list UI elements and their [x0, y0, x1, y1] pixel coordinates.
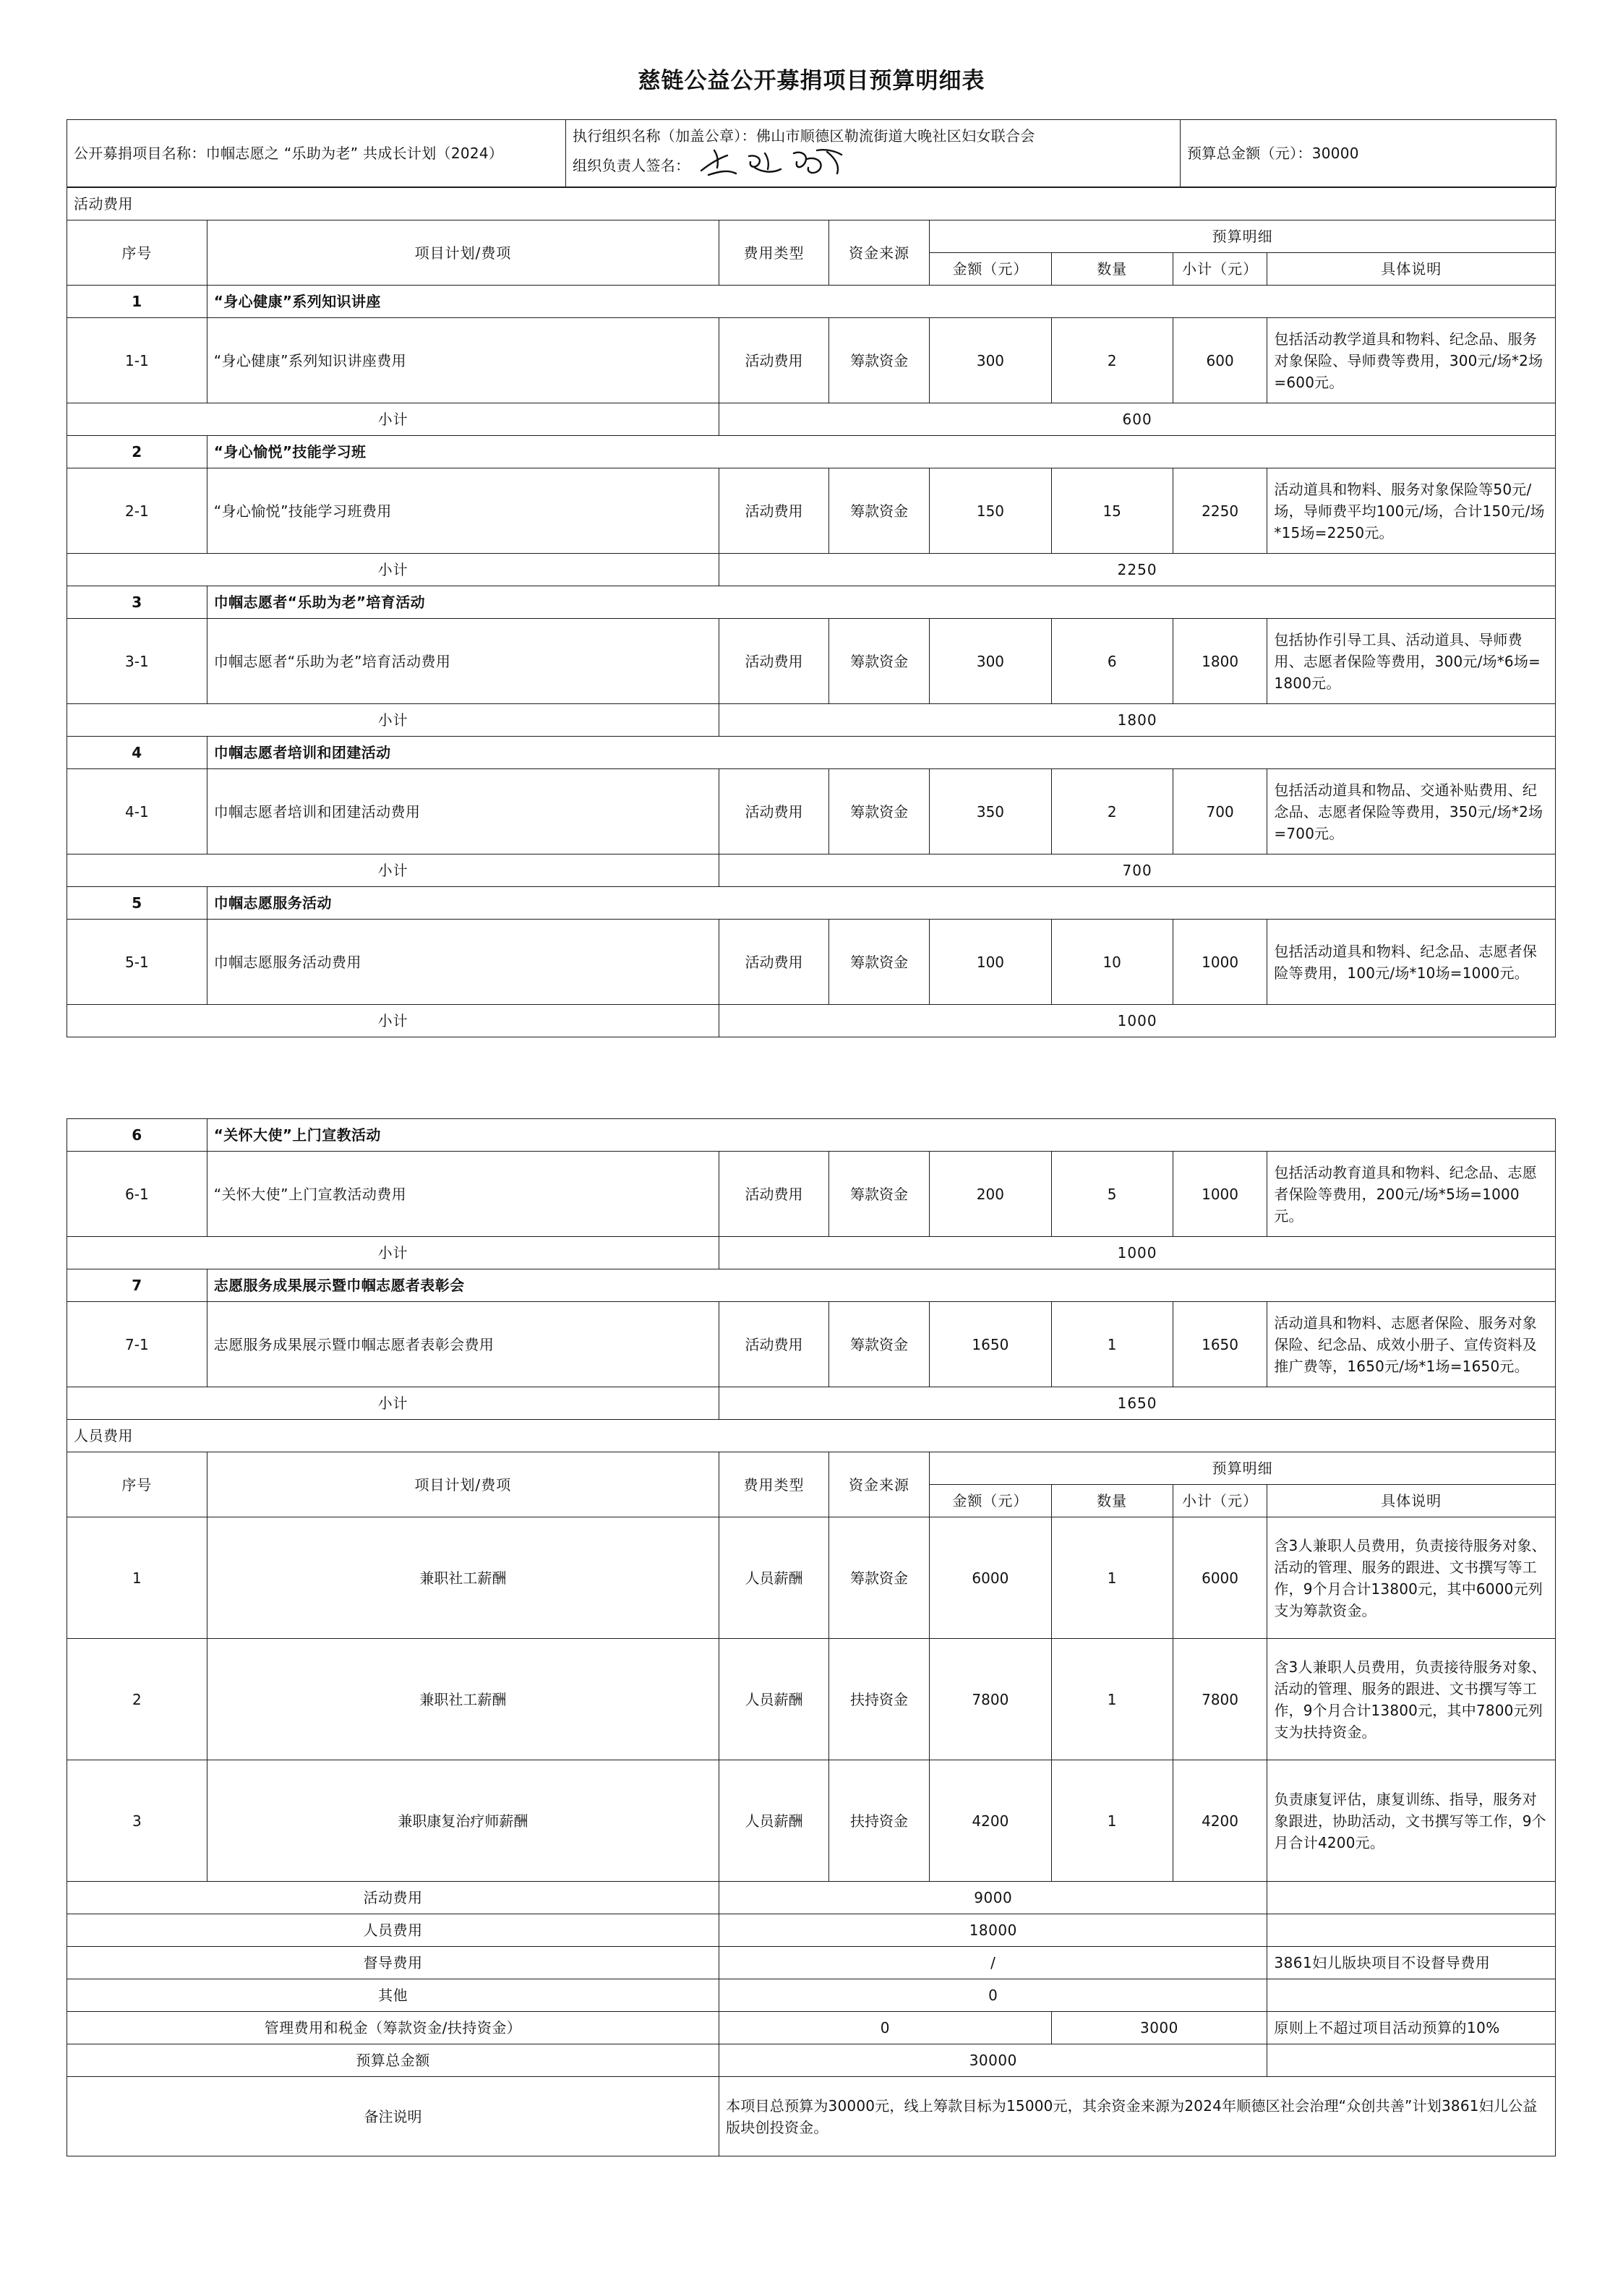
budget-item-row: [67, 318, 1556, 403]
item-subtotal: 1800: [1173, 619, 1267, 704]
summary-value: 30000: [719, 2044, 1267, 2077]
personnel-fee-type: 人员薪酬: [719, 1639, 829, 1760]
summary-note: [1267, 1882, 1556, 1914]
item-sequence: 3-1: [67, 619, 207, 704]
item-amount: 100: [930, 920, 1051, 1005]
group-title: 巾帼志愿者培训和团建活动: [207, 737, 1555, 769]
summary-note: 原则上不超过项目活动预算的10%: [1267, 2012, 1556, 2044]
subtotal-label: 小计: [67, 854, 719, 887]
group-subtotal-row: [67, 854, 1556, 887]
note-label: 备注说明: [67, 2077, 719, 2156]
group-title: 志愿服务成果展示暨巾帼志愿者表彰会: [207, 1269, 1555, 1302]
item-name: “身心愉悦”技能学习班费用: [207, 468, 719, 554]
personnel-fee-type: 人员薪酬: [719, 1517, 829, 1639]
item-amount: 300: [930, 318, 1051, 403]
budget-item-row: [67, 1152, 1556, 1237]
personnel-fund-source: 扶持资金: [828, 1760, 929, 1882]
note-text: 本项目总预算为30000元，线上筹款目标为15000元，其余资金来源为2024年顺德区社会治理“众创共善”计划3861妇儿公益版块创投资金。: [719, 2077, 1556, 2156]
summary-value: 18000: [719, 1914, 1267, 1947]
item-sequence: 7-1: [67, 1302, 207, 1387]
personnel-description: 含3人兼职人员费用，负责接待服务对象、活动的管理、服务的跟进、文书撰写等工作，9个月合计13800元，其中7800元列支为扶持资金。: [1267, 1639, 1556, 1760]
item-fund-source: 筹款资金: [828, 1302, 929, 1387]
group-subtotal-row: [67, 1005, 1556, 1037]
signature-row: [573, 150, 1173, 181]
summary-value: /: [719, 1947, 1267, 1979]
column-header-row-1: [67, 1452, 1556, 1485]
item-description: 包括活动教学道具和物料、纪念品、服务对象保险、导师费等费用，300元/场*2场=600元。: [1267, 318, 1556, 403]
group-header-row: [67, 286, 1556, 318]
summary-note: [1267, 2044, 1556, 2077]
summary-label: 活动费用: [67, 1882, 719, 1914]
item-amount: 350: [930, 769, 1051, 854]
item-amount: 150: [930, 468, 1051, 554]
personnel-sequence: 3: [67, 1760, 207, 1882]
column-header-amount: 金额（元）: [930, 253, 1051, 286]
note-row: [67, 2077, 1556, 2156]
summary-label: 预算总金额: [67, 2044, 719, 2077]
subtotal-label: 小计: [67, 704, 719, 737]
personnel-amount: 4200: [930, 1760, 1051, 1882]
column-header-plan: 项目计划/费项: [207, 1452, 719, 1517]
summary-note: [1267, 1979, 1556, 2012]
subtotal-label: 小计: [67, 1237, 719, 1269]
item-name: 志愿服务成果展示暨巾帼志愿者表彰会费用: [207, 1302, 719, 1387]
group-number: 5: [67, 887, 207, 920]
column-header-seq: 序号: [67, 1452, 207, 1517]
group-number: 2: [67, 436, 207, 468]
item-quantity: 5: [1051, 1152, 1173, 1237]
item-sequence: 5-1: [67, 920, 207, 1005]
personnel-description: 含3人兼职人员费用，负责接待服务对象、活动的管理、服务的跟进、文书撰写等工作，9个月合计13800元，其中6000元列支为筹款资金。: [1267, 1517, 1556, 1639]
item-quantity: 6: [1051, 619, 1173, 704]
summary-value-primary: 0: [719, 2012, 1051, 2044]
subtotal-value: 1650: [719, 1387, 1556, 1420]
item-quantity: 15: [1051, 468, 1173, 554]
personnel-item-row: [67, 1639, 1556, 1760]
budget-item-row: [67, 920, 1556, 1005]
personnel-quantity: 1: [1051, 1639, 1173, 1760]
group-number: 3: [67, 586, 207, 619]
subtotal-label: 小计: [67, 1387, 719, 1420]
column-header-fund-source: 资金来源: [828, 220, 929, 286]
item-quantity: 10: [1051, 920, 1173, 1005]
personnel-amount: 7800: [930, 1639, 1051, 1760]
summary-row: [67, 1979, 1556, 2012]
personnel-subtotal: 7800: [1173, 1639, 1267, 1760]
summary-value-secondary: 3000: [1051, 2012, 1267, 2044]
column-header-subtotal: 小计（元）: [1173, 253, 1267, 286]
executing-org-label: 执行组织名称（加盖公章）：佛山市顺德区勒流街道大晚社区妇女联合会: [573, 127, 1035, 145]
item-name: 巾帼志愿服务活动费用: [207, 920, 719, 1005]
item-fee-type: 活动费用: [719, 920, 829, 1005]
group-title: 巾帼志愿服务活动: [207, 887, 1555, 920]
section-label-row: [67, 188, 1556, 220]
item-name: 巾帼志愿者培训和团建活动费用: [207, 769, 719, 854]
item-fee-type: 活动费用: [719, 1302, 829, 1387]
document-meta-table: [67, 119, 1556, 187]
item-subtotal: 1650: [1173, 1302, 1267, 1387]
group-header-row: [67, 586, 1556, 619]
item-name: 巾帼志愿者“乐助为老”培育活动费用: [207, 619, 719, 704]
column-header-row-1: [67, 220, 1556, 253]
personnel-quantity: 1: [1051, 1517, 1173, 1639]
item-name: “身心健康”系列知识讲座费用: [207, 318, 719, 403]
handwritten-signature-icon: [693, 146, 859, 185]
group-number: 1: [67, 286, 207, 318]
personnel-item-row: [67, 1760, 1556, 1882]
subtotal-label: 小计: [67, 1005, 719, 1037]
item-amount: 200: [930, 1152, 1051, 1237]
item-fund-source: 筹款资金: [828, 619, 929, 704]
column-header-budget-detail: 预算明细: [930, 220, 1556, 253]
budget-table-part2: [67, 1118, 1556, 2156]
item-description: 包括活动教育道具和物料、纪念品、志愿者保险等费用，200元/场*5场=1000元。: [1267, 1152, 1556, 1237]
personnel-fund-source: 扶持资金: [828, 1639, 929, 1760]
item-subtotal: 2250: [1173, 468, 1267, 554]
group-number: 6: [67, 1119, 207, 1152]
summary-note: [1267, 1914, 1556, 1947]
column-header-fund-source: 资金来源: [828, 1452, 929, 1517]
signature-label: 组织负责人签名：: [573, 157, 690, 174]
subtotal-value: 2250: [719, 554, 1556, 586]
item-fee-type: 活动费用: [719, 318, 829, 403]
personnel-subtotal: 6000: [1173, 1517, 1267, 1639]
column-header-amount: 金额（元）: [930, 1485, 1051, 1517]
column-header-budget-detail: 预算明细: [930, 1452, 1556, 1485]
group-title: “身心愉悦”技能学习班: [207, 436, 1555, 468]
summary-value: 9000: [719, 1882, 1267, 1914]
group-header-row: [67, 1269, 1556, 1302]
personnel-sequence: 2: [67, 1639, 207, 1760]
item-fund-source: 筹款资金: [828, 769, 929, 854]
subtotal-value: 1000: [719, 1237, 1556, 1269]
summary-row: [67, 2012, 1556, 2044]
group-subtotal-row: [67, 704, 1556, 737]
item-subtotal: 600: [1173, 318, 1267, 403]
project-name-cell: 公开募捐项目名称：巾帼志愿之 “乐助为老” 共成长计划（2024）: [67, 120, 566, 187]
personnel-amount: 6000: [930, 1517, 1051, 1639]
budget-item-row: [67, 468, 1556, 554]
group-subtotal-row: [67, 1387, 1556, 1420]
personnel-name: 兼职康复治疗师薪酬: [207, 1760, 719, 1882]
group-subtotal-row: [67, 403, 1556, 436]
subtotal-label: 小计: [67, 403, 719, 436]
meta-row: [67, 120, 1556, 187]
section-label-row: [67, 1420, 1556, 1452]
personnel-name: 兼职社工薪酬: [207, 1517, 719, 1639]
total-budget-cell: 预算总金额（元）：30000: [1181, 120, 1556, 187]
budget-item-row: [67, 769, 1556, 854]
column-header-subtotal: 小计（元）: [1173, 1485, 1267, 1517]
item-amount: 1650: [930, 1302, 1051, 1387]
summary-note: 3861妇儿版块项目不设督导费用: [1267, 1947, 1556, 1979]
section-label-activity: 活动费用: [67, 188, 1556, 220]
subtotal-value: 700: [719, 854, 1556, 887]
personnel-fund-source: 筹款资金: [828, 1517, 929, 1639]
item-quantity: 2: [1051, 769, 1173, 854]
activity-budget-table-part1: [67, 187, 1556, 1037]
summary-label: 人员费用: [67, 1914, 719, 1947]
item-name: “关怀大使”上门宣教活动费用: [207, 1152, 719, 1237]
column-header-fee-type: 费用类型: [719, 220, 829, 286]
item-quantity: 2: [1051, 318, 1173, 403]
summary-label: 管理费用和税金（筹款资金/扶持资金）: [67, 2012, 719, 2044]
group-subtotal-row: [67, 1237, 1556, 1269]
column-header-plan: 项目计划/费项: [207, 220, 719, 286]
page-break-gap: [67, 1037, 1556, 1118]
item-fee-type: 活动费用: [719, 769, 829, 854]
column-header-fee-type: 费用类型: [719, 1452, 829, 1517]
personnel-subtotal: 4200: [1173, 1760, 1267, 1882]
group-title: 巾帼志愿者“乐助为老”培育活动: [207, 586, 1555, 619]
personnel-item-row: [67, 1517, 1556, 1639]
item-description: 活动道具和物料、志愿者保险、服务对象保险、纪念品、成效小册子、宣传资料及推广费等，1650元/场*1场=1650元。: [1267, 1302, 1556, 1387]
item-fund-source: 筹款资金: [828, 920, 929, 1005]
group-title: “关怀大使”上门宣教活动: [207, 1119, 1555, 1152]
group-number: 4: [67, 737, 207, 769]
column-header-seq: 序号: [67, 220, 207, 286]
group-number: 7: [67, 1269, 207, 1302]
summary-label: 其他: [67, 1979, 719, 2012]
item-fee-type: 活动费用: [719, 1152, 829, 1237]
summary-row: [67, 2044, 1556, 2077]
item-amount: 300: [930, 619, 1051, 704]
summary-row: [67, 1947, 1556, 1979]
item-fund-source: 筹款资金: [828, 318, 929, 403]
summary-label: 督导费用: [67, 1947, 719, 1979]
group-header-row: [67, 1119, 1556, 1152]
item-fund-source: 筹款资金: [828, 468, 929, 554]
summary-row: [67, 1914, 1556, 1947]
item-fee-type: 活动费用: [719, 468, 829, 554]
column-header-description: 具体说明: [1267, 253, 1556, 286]
item-sequence: 2-1: [67, 468, 207, 554]
item-subtotal: 1000: [1173, 920, 1267, 1005]
summary-row: [67, 1882, 1556, 1914]
page-title: 慈链公益公开募捐项目预算明细表: [638, 68, 985, 94]
item-fee-type: 活动费用: [719, 619, 829, 704]
item-subtotal: 1000: [1173, 1152, 1267, 1237]
item-description: 包括活动道具和物料、纪念品、志愿者保险等费用，100元/场*10场=1000元。: [1267, 920, 1556, 1005]
item-description: 活动道具和物料、服务对象保险等50元/场，导师费平均100元/场，合计150元/场*15场=2250元。: [1267, 468, 1556, 554]
personnel-fee-type: 人员薪酬: [719, 1760, 829, 1882]
group-header-row: [67, 436, 1556, 468]
executing-org-cell: [566, 120, 1181, 187]
item-description: 包括协作引导工具、活动道具、导师费用、志愿者保险等费用，300元/场*6场=1800元。: [1267, 619, 1556, 704]
personnel-quantity: 1: [1051, 1760, 1173, 1882]
column-header-quantity: 数量: [1051, 253, 1173, 286]
item-sequence: 6-1: [67, 1152, 207, 1237]
item-quantity: 1: [1051, 1302, 1173, 1387]
section-label-personnel: 人员费用: [67, 1420, 1556, 1452]
group-header-row: [67, 737, 1556, 769]
summary-value: 0: [719, 1979, 1267, 2012]
budget-item-row: [67, 619, 1556, 704]
column-header-description: 具体说明: [1267, 1485, 1556, 1517]
personnel-description: 负责康复评估，康复训练、指导，服务对象跟进，协助活动，文书撰写等工作，9个月合计4200元。: [1267, 1760, 1556, 1882]
item-description: 包括活动道具和物品、交通补贴费用、纪念品、志愿者保险等费用，350元/场*2场=700元。: [1267, 769, 1556, 854]
subtotal-value: 600: [719, 403, 1556, 436]
subtotal-label: 小计: [67, 554, 719, 586]
budget-item-row: [67, 1302, 1556, 1387]
group-header-row: [67, 887, 1556, 920]
personnel-sequence: 1: [67, 1517, 207, 1639]
item-fund-source: 筹款资金: [828, 1152, 929, 1237]
group-subtotal-row: [67, 554, 1556, 586]
subtotal-value: 1000: [719, 1005, 1556, 1037]
subtotal-value: 1800: [719, 704, 1556, 737]
column-header-quantity: 数量: [1051, 1485, 1173, 1517]
personnel-name: 兼职社工薪酬: [207, 1639, 719, 1760]
item-sequence: 4-1: [67, 769, 207, 854]
item-sequence: 1-1: [67, 318, 207, 403]
group-title: “身心健康”系列知识讲座: [207, 286, 1555, 318]
item-subtotal: 700: [1173, 769, 1267, 854]
